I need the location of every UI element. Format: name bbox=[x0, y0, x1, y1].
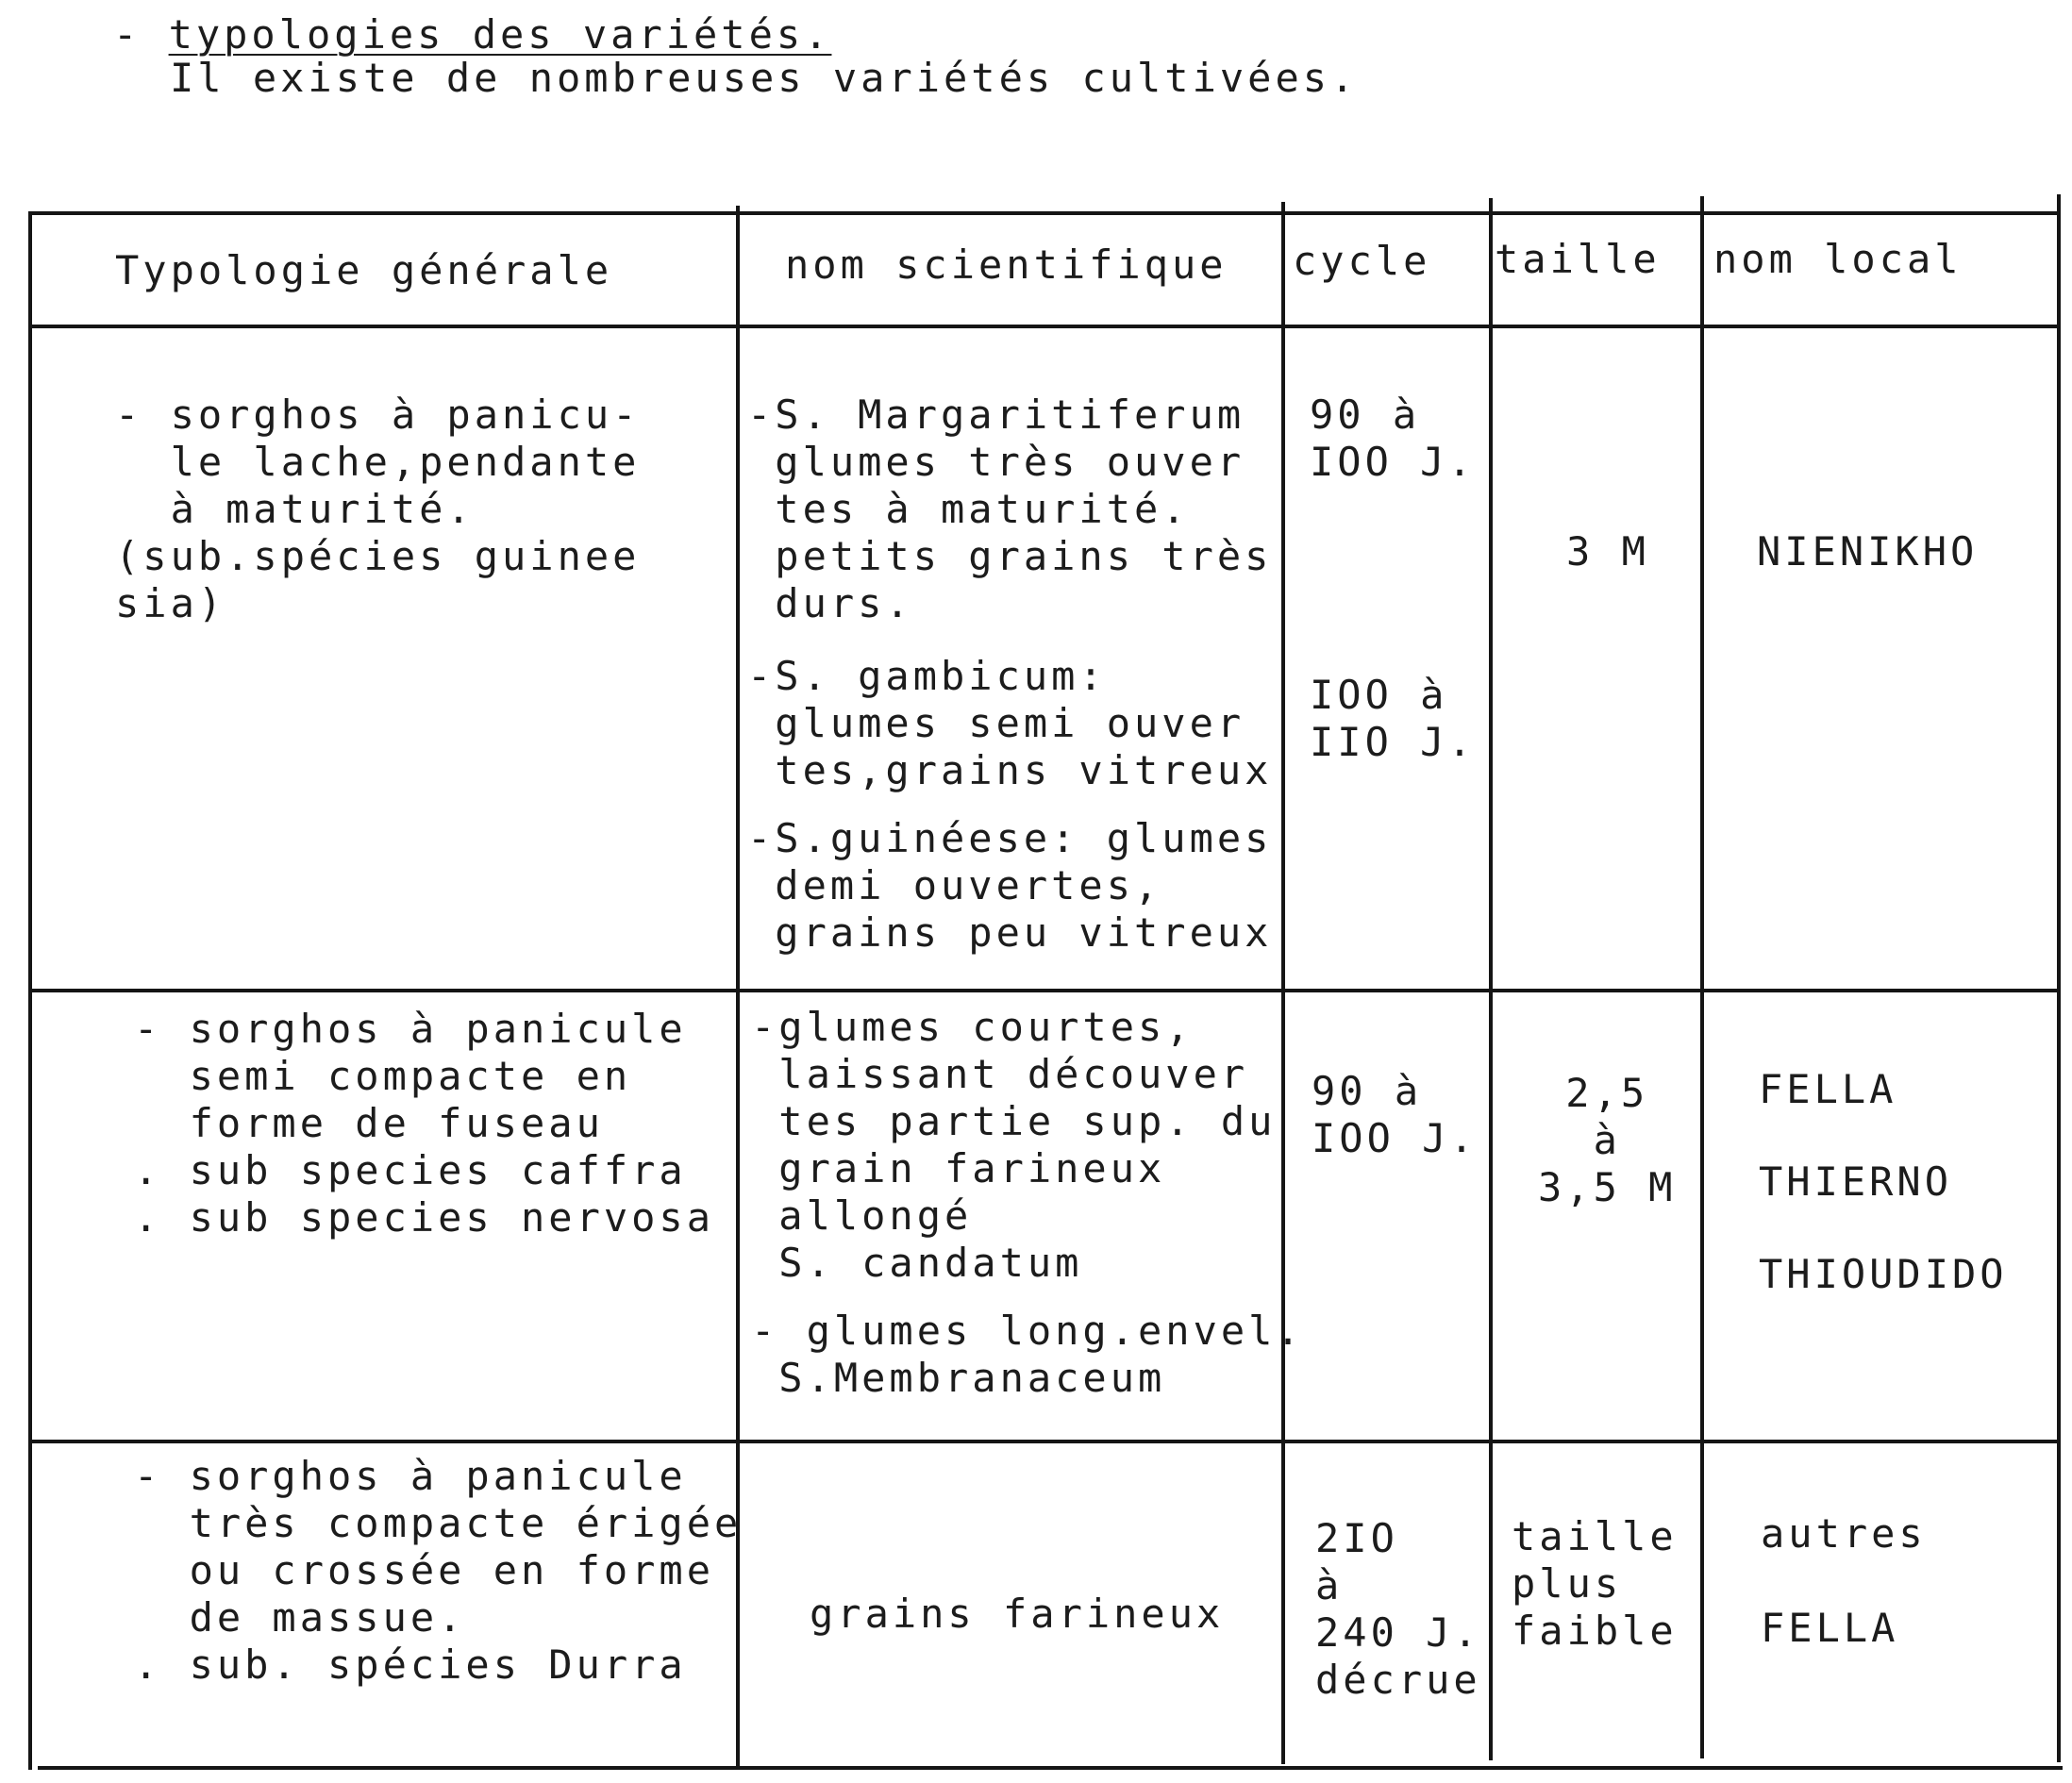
row3-nom-local: autres FELLA bbox=[1761, 1510, 1927, 1651]
table-border-top bbox=[28, 211, 2061, 215]
table-row-divider-2 bbox=[28, 1440, 2061, 1443]
row3-taille: taille plus faible bbox=[1512, 1513, 1678, 1654]
row1-typologie: - sorghos à panicu- le lache,pendante à maturité. (sub.spécies guinee sia) bbox=[115, 392, 641, 626]
row1-scientifique-b: -S. gambicum: glumes semi ouver tes,grains vitreux bbox=[747, 653, 1273, 793]
row2-cycle: 90 à IOO J. bbox=[1312, 1068, 1478, 1161]
row2-taille: 2,5 à 3,5 M bbox=[1538, 1070, 1677, 1210]
row1-cycle-b: IOO à IIO J. bbox=[1310, 672, 1476, 765]
row1-taille: 3 M bbox=[1566, 528, 1649, 575]
row1-scientifique-a: -S. Margaritiferum glumes très ouver tes à maturité. petits grains très durs. bbox=[747, 392, 1273, 626]
row3-scientifique: grains farineux bbox=[810, 1591, 1225, 1637]
table-border-right bbox=[2057, 194, 2061, 1762]
col-divider-4 bbox=[1700, 196, 1704, 1758]
row2-scientifique-a: -glumes courtes, laissant découver tes partie sup. du grain farineux allongé S. candatum bbox=[751, 1004, 1277, 1286]
row2-scientifique-b: - glumes long.envel. S.Membranaceum bbox=[751, 1308, 1304, 1401]
section-title bbox=[113, 11, 831, 58]
row1-scientifique-c: -S.guinéese: glumes demi ouvertes, grains peu vitreux bbox=[747, 815, 1273, 956]
row2-nom-local: FELLA THIERNO THIOUDIDO bbox=[1759, 1066, 2008, 1297]
row1-nom-local: NIENIKHO bbox=[1757, 528, 1979, 575]
header-cycle: cycle bbox=[1293, 238, 1431, 284]
header-taille: taille bbox=[1495, 236, 1661, 282]
bullet-dash: - bbox=[113, 11, 169, 58]
table-row-divider-1 bbox=[28, 989, 2061, 992]
row1-cycle-a: 90 à IOO J. bbox=[1310, 392, 1476, 485]
table-header-divider bbox=[28, 325, 2061, 328]
table-border-left bbox=[28, 211, 32, 1770]
table-border-bottom bbox=[38, 1766, 2063, 1770]
intro-paragraph: Il existe de nombreuses variétés cultivées. bbox=[170, 55, 1359, 101]
header-typologie: Typologie générale bbox=[115, 247, 613, 293]
row2-typologie: - sorghos à panicule semi compacte en forme de fuseau . sub species caffra . sub species nervosa bbox=[134, 1006, 715, 1241]
row3-cycle: 2IO à 240 J. décrue bbox=[1315, 1515, 1481, 1703]
header-nom-local: nom local bbox=[1713, 236, 1963, 282]
row3-typologie: - sorghos à panicule très compacte érigée ou crossée en forme de massue. . sub. spécies Durra bbox=[134, 1453, 743, 1688]
col-divider-3 bbox=[1489, 198, 1493, 1760]
header-nom-scientifique: nom scientifique bbox=[785, 242, 1228, 288]
section-title-text: typologies des variétés. bbox=[168, 11, 832, 58]
col-divider-2 bbox=[1281, 202, 1285, 1764]
